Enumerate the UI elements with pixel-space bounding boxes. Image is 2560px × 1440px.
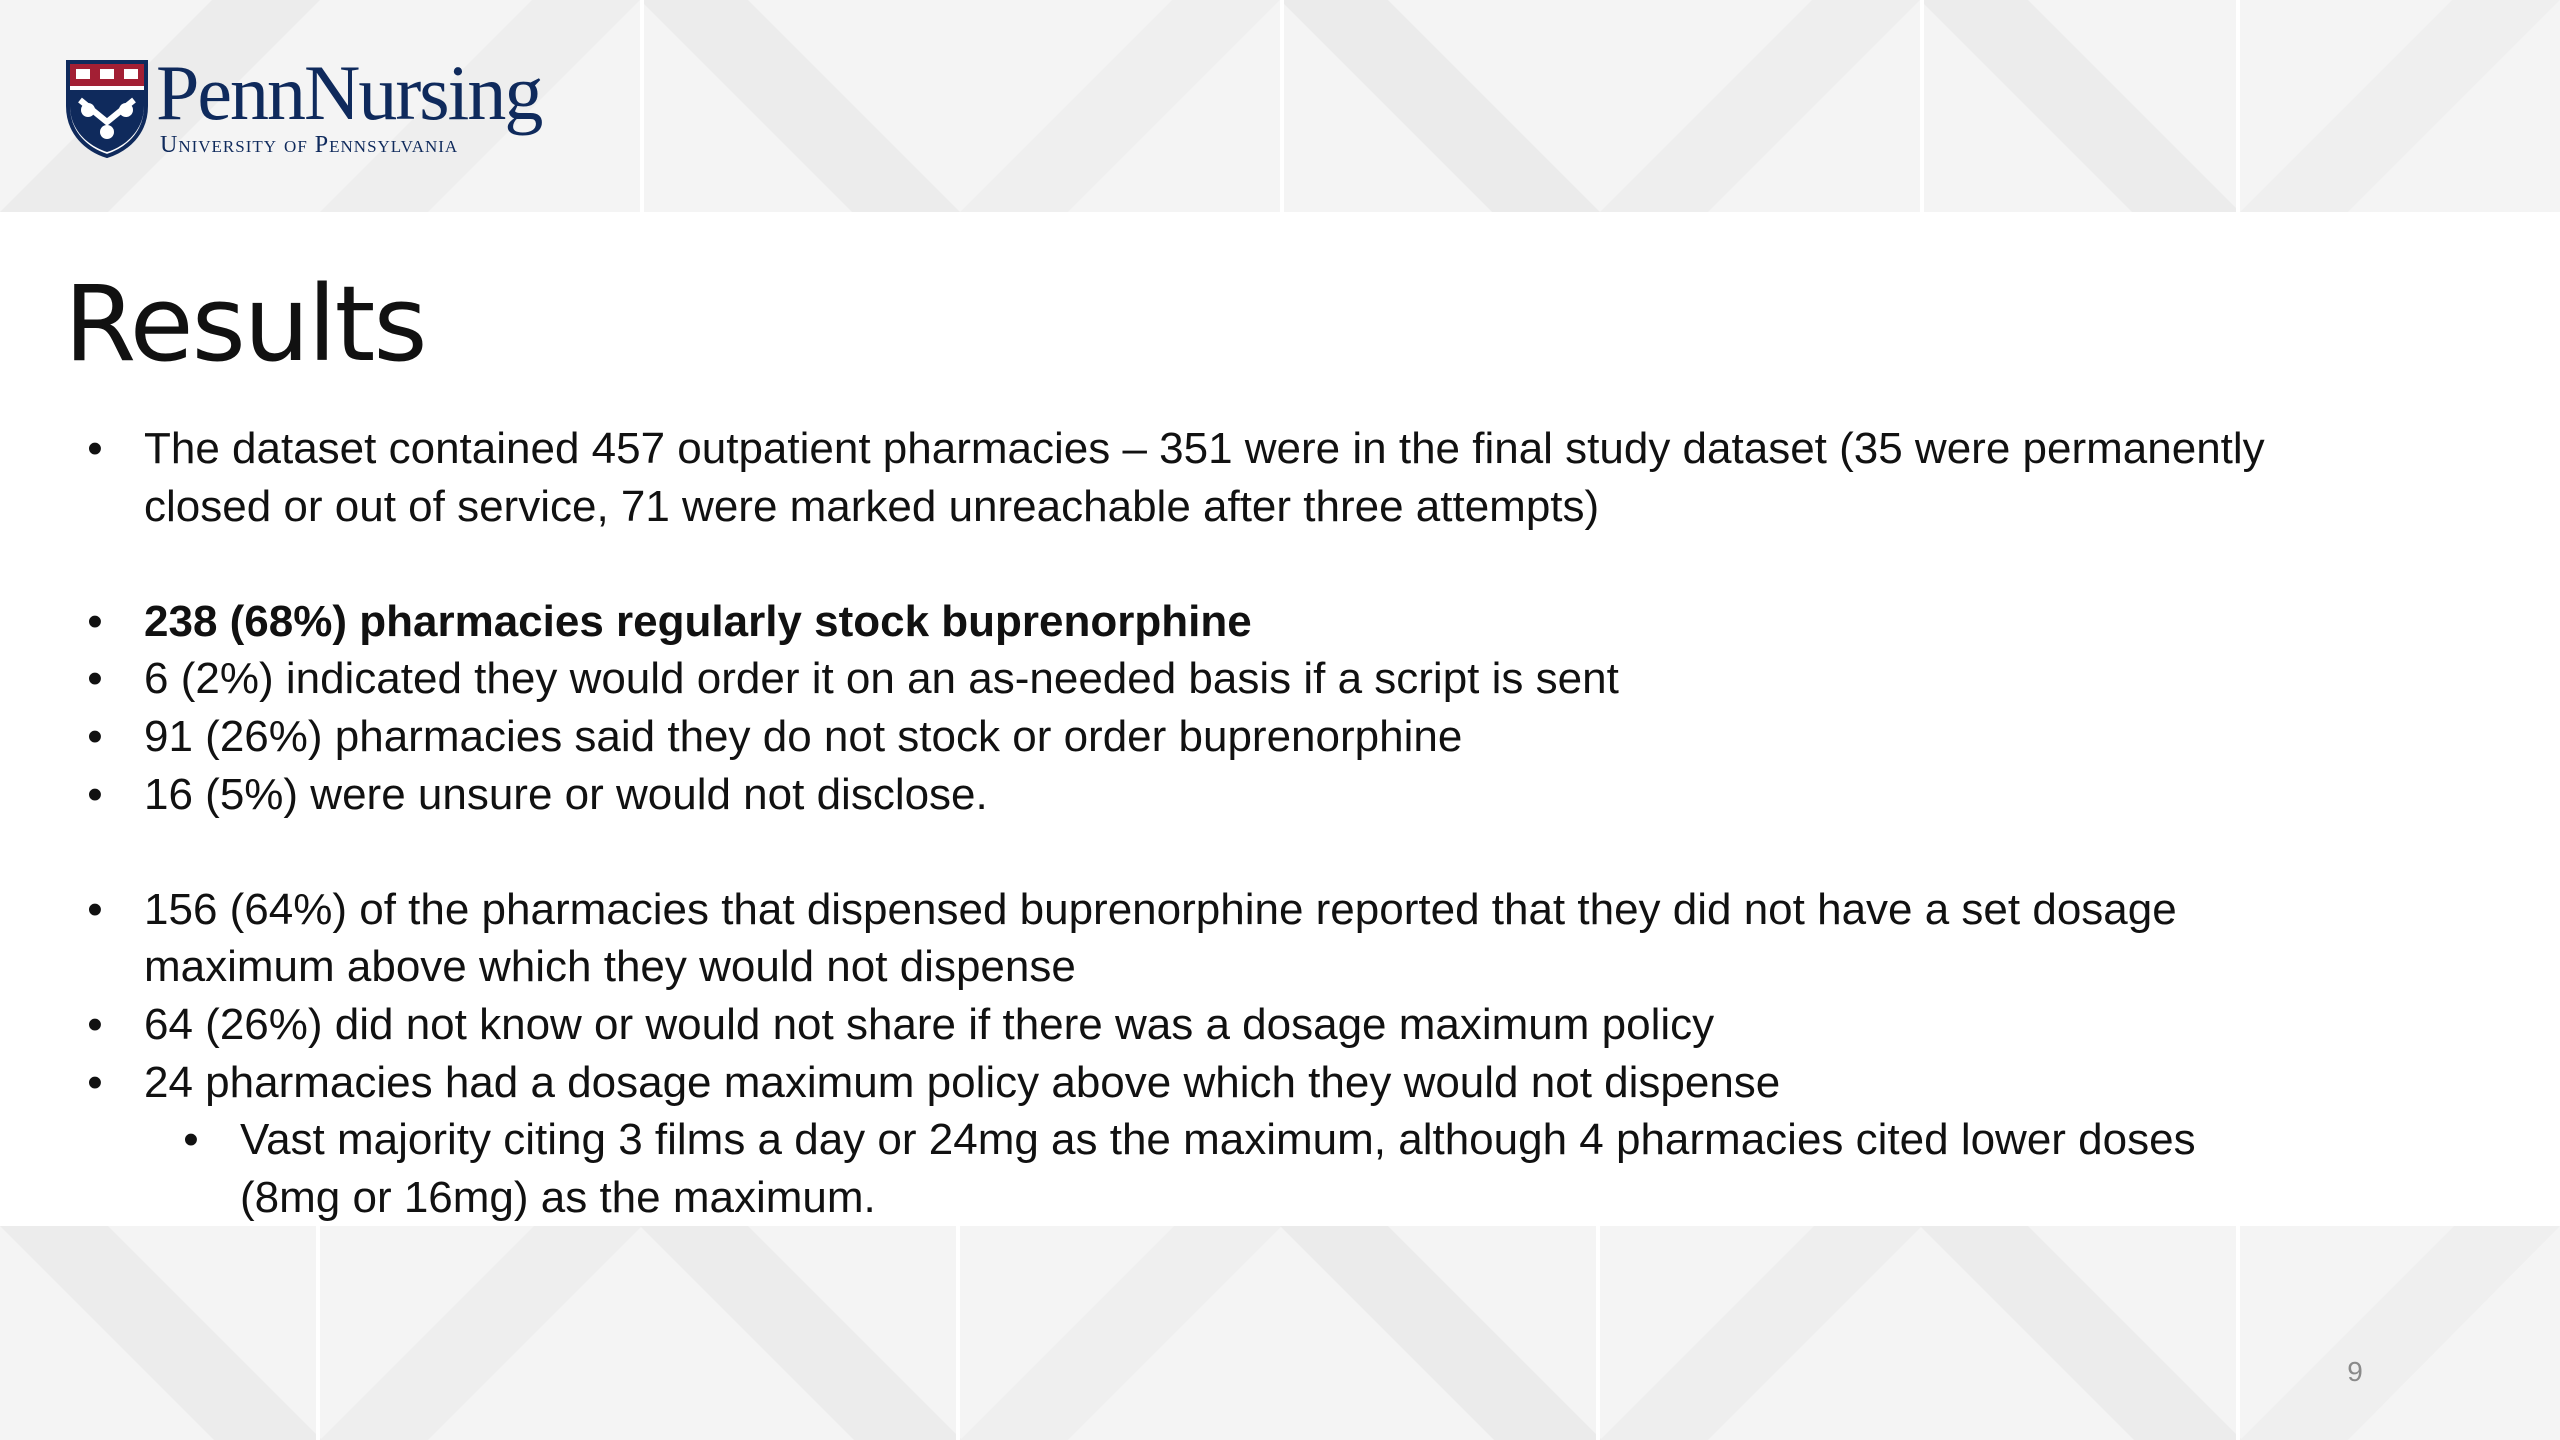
bullet-text: 24 pharmacies had a dosage maximum policy above which they would not dispense bbox=[144, 1057, 1781, 1107]
bullet-icon: • bbox=[87, 884, 103, 934]
spacer bbox=[80, 823, 2280, 881]
bullet-icon: • bbox=[87, 1057, 103, 1107]
bullet-text: 238 (68%) pharmacies regularly stock buprenorphine bbox=[144, 596, 1252, 646]
penn-nursing-logo bbox=[66, 49, 606, 168]
bullet-icon: • bbox=[87, 711, 103, 761]
spacer bbox=[80, 535, 2280, 593]
bullet-item bbox=[80, 420, 2280, 535]
bullet-text: 6 (2%) indicated they would order it on an as-needed basis if a script is sent bbox=[144, 654, 1619, 704]
bullet-item bbox=[80, 881, 2280, 996]
bullet-icon: • bbox=[87, 999, 103, 1049]
bullet-text: Vast majority citing 3 films a day or 24mg as the maximum, although 4 pharmacies cited lower doses (8mg or 16mg) as the maximum. bbox=[240, 1115, 2196, 1222]
penn-shield-icon bbox=[66, 60, 148, 158]
bullet-text: The dataset contained 457 outpatient pharmacies – 351 were in the final study dataset (35 were permanently closed or out of service, 71 were marked unreachable after three attempts) bbox=[144, 424, 2265, 531]
bullet-item bbox=[80, 1054, 2280, 1112]
slide-title: Results bbox=[64, 263, 426, 385]
page-number: 9 bbox=[2347, 1356, 2363, 1387]
bullet-icon: • bbox=[87, 654, 103, 704]
bullet-icon: • bbox=[183, 1115, 199, 1165]
bullet-item bbox=[80, 593, 2280, 651]
chevron-pattern-bottom bbox=[0, 1226, 2560, 1440]
bullet-text: 16 (5%) were unsure or would not disclose. bbox=[144, 769, 988, 819]
logo-subtitle: University of Pennsylvania bbox=[160, 132, 459, 158]
sub-bullet-item bbox=[80, 1111, 2280, 1226]
bullet-item bbox=[80, 766, 2280, 824]
bottom-decorative-band bbox=[0, 1226, 2560, 1440]
bullet-text: 156 (64%) of the pharmacies that dispensed buprenorphine reported that they did not have a set dosage maximum above which they would not dispense bbox=[144, 884, 2177, 992]
bullet-item bbox=[80, 708, 2280, 766]
logo-wordmark: PennNursing bbox=[156, 49, 542, 136]
bullet-item bbox=[80, 650, 2280, 708]
bullet-icon: • bbox=[87, 424, 103, 473]
results-bullet-list bbox=[80, 420, 2280, 1226]
bullet-icon: • bbox=[87, 596, 103, 646]
bullet-text: 64 (26%) did not know or would not share if there was a dosage maximum policy bbox=[144, 999, 1715, 1049]
bullet-item bbox=[80, 996, 2280, 1054]
bullet-icon: • bbox=[87, 769, 103, 819]
bullet-text: 91 (26%) pharmacies said they do not stock or order buprenorphine bbox=[144, 711, 1463, 761]
